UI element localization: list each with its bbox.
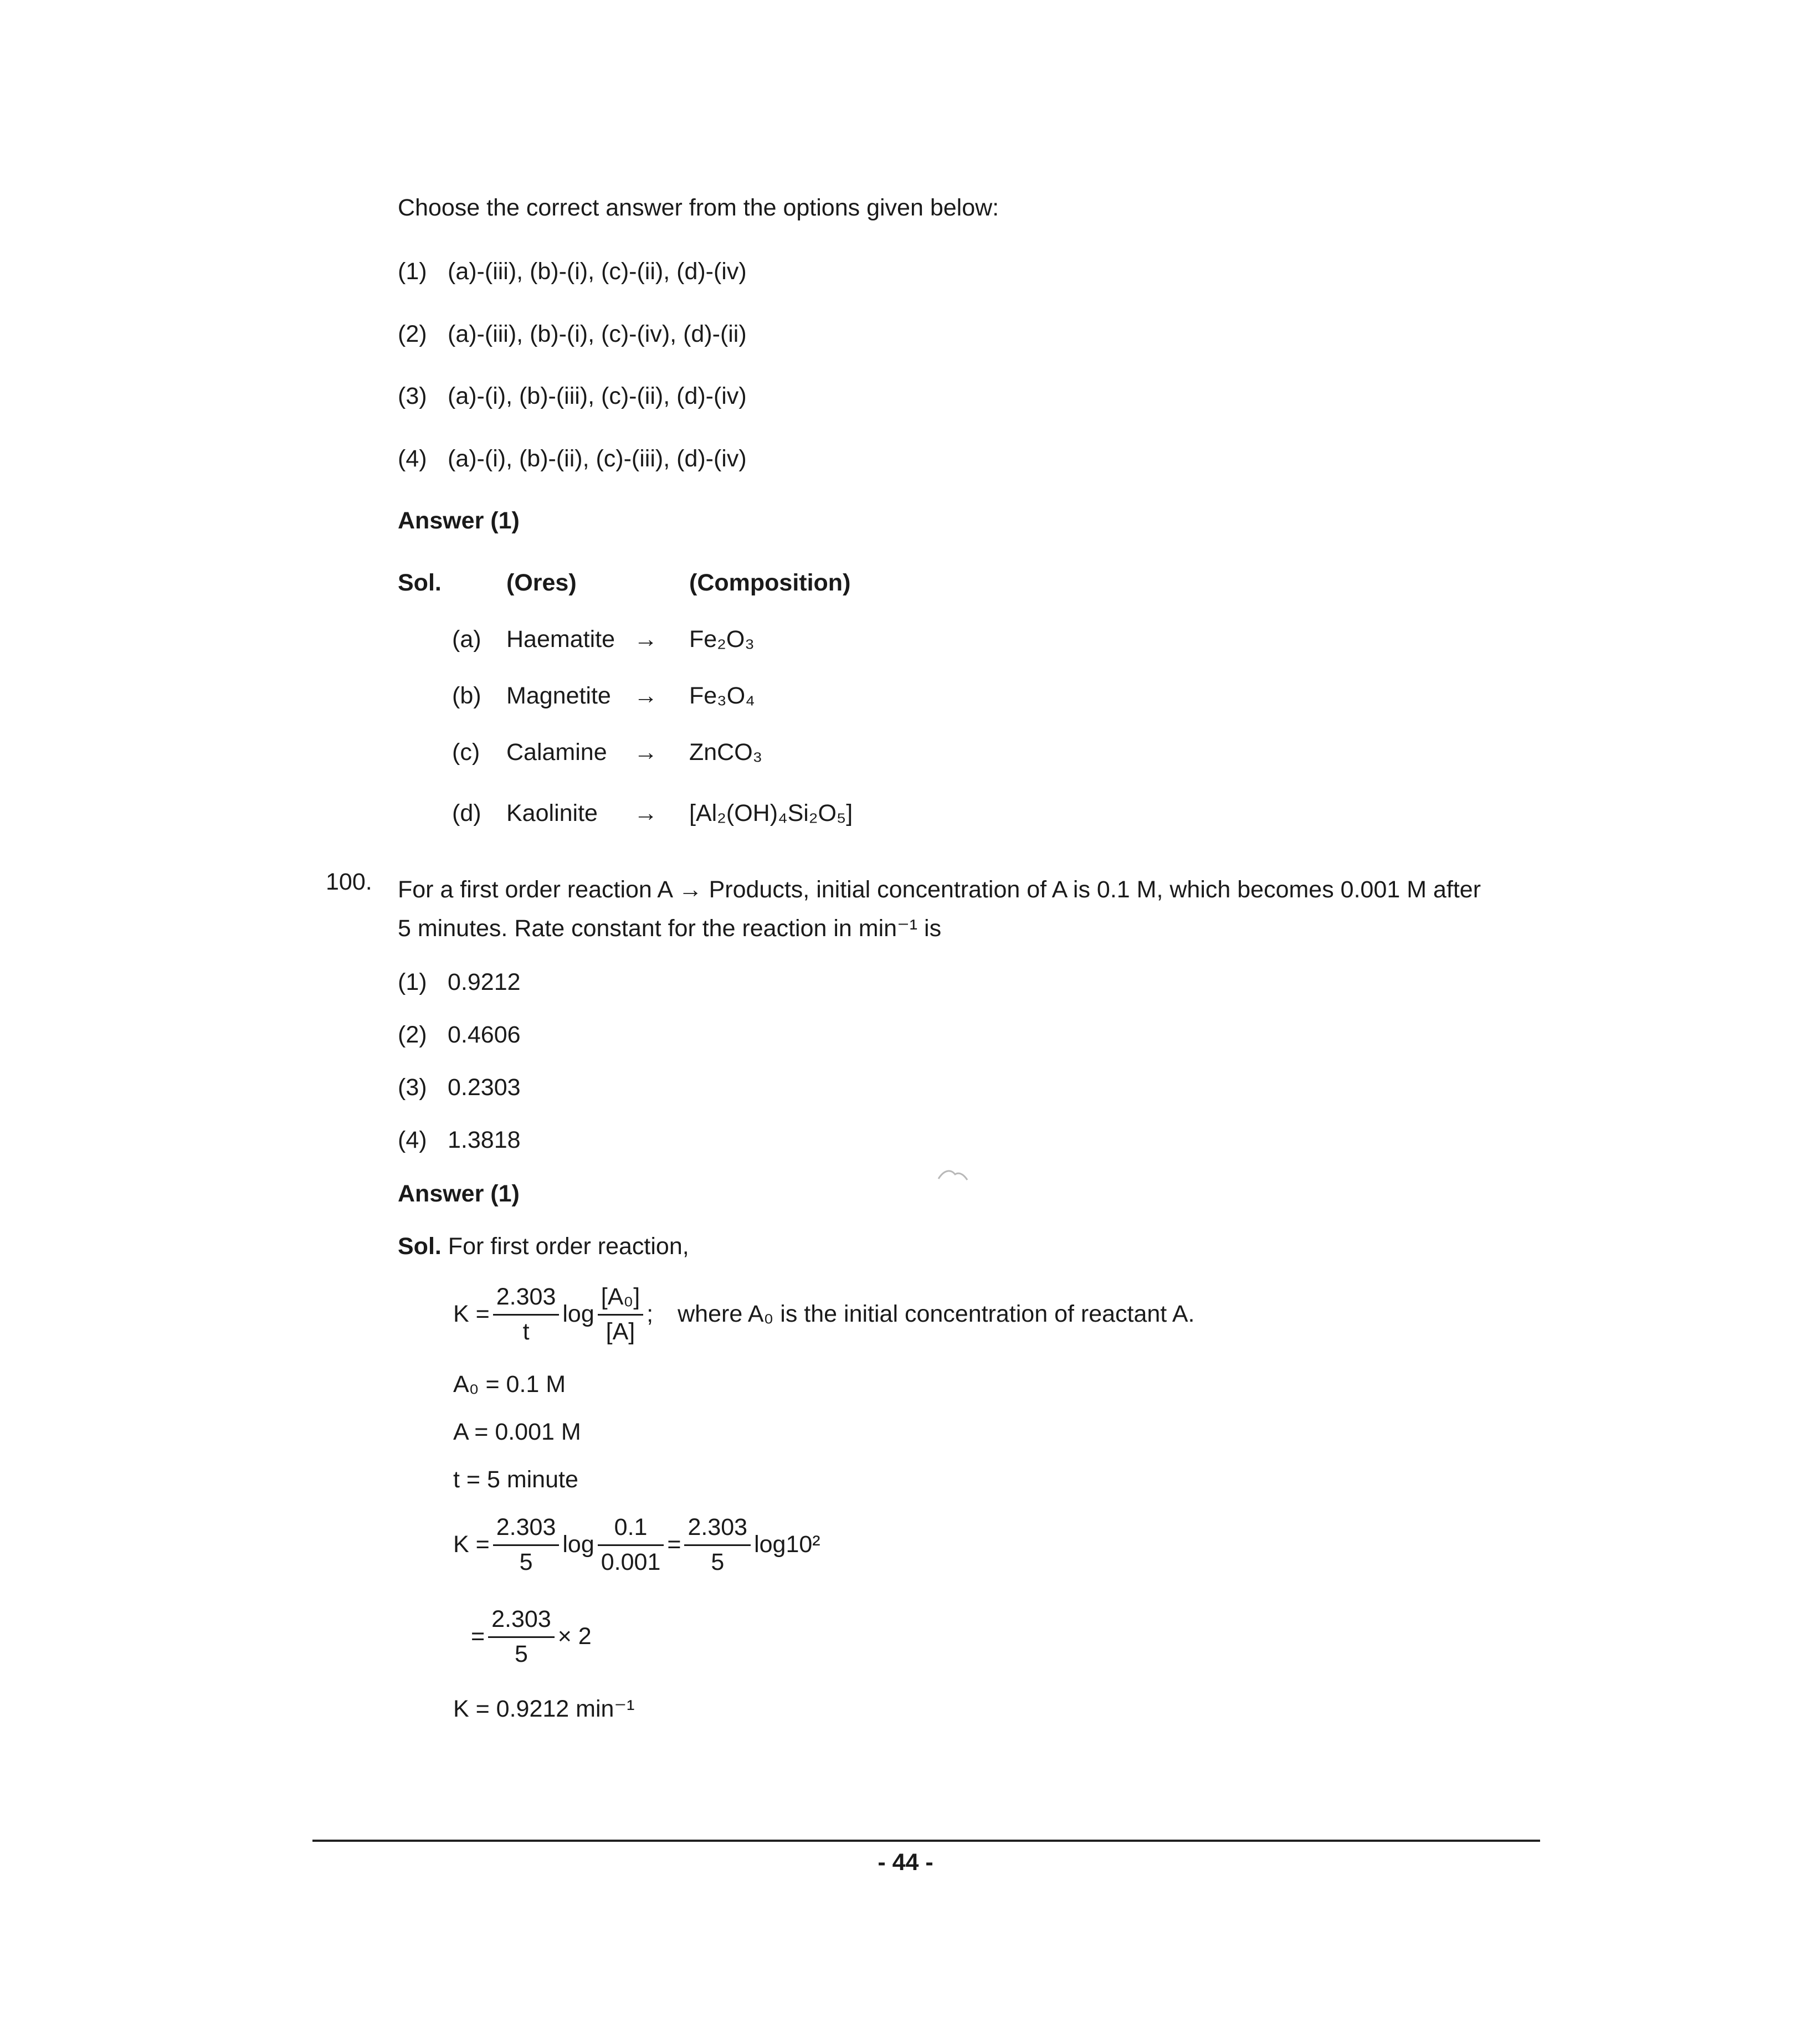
fraction-numerator: 0.1	[598, 1513, 664, 1546]
option-number: (1)	[398, 258, 427, 285]
q99-instruction: Choose the correct answer from the options given below:	[398, 194, 999, 221]
fraction	[598, 1513, 664, 1576]
q100-option-4[interactable]	[398, 1126, 521, 1155]
formula-lhs: K =	[453, 1301, 490, 1328]
composition-column-header: (Composition)	[689, 569, 851, 596]
calculation-line-2	[471, 1605, 592, 1668]
multiply-text: × 2	[557, 1623, 592, 1650]
option-number: (3)	[398, 1074, 427, 1101]
option-number: (1)	[398, 969, 427, 995]
fraction-numerator: 2.303	[488, 1605, 555, 1638]
q100-answer: Answer (1)	[398, 1180, 520, 1207]
calculation-line	[453, 1513, 820, 1576]
fraction-denominator: 0.001	[601, 1548, 661, 1575]
fraction-numerator: 2.303	[493, 1283, 560, 1316]
formula-note: where A₀ is the initial concentration of reactant A.	[678, 1301, 1195, 1328]
option-text: 0.9212	[448, 969, 521, 995]
ore-formula: [Al₂(OH)₄Si₂O₅]	[689, 800, 853, 826]
fraction	[684, 1513, 751, 1576]
option-text: (a)-(i), (b)-(ii), (c)-(iii), (d)-(iv)	[448, 445, 747, 472]
ore-letter: (b)	[452, 682, 481, 709]
q100-option-3[interactable]	[398, 1074, 521, 1102]
q100-text-line2: 5 minutes. Rate constant for the reaction in min⁻¹ is	[398, 915, 942, 942]
fraction-numerator: [A₀]	[598, 1283, 643, 1316]
option-number: (4)	[398, 1127, 427, 1153]
fraction-denominator: 5	[711, 1548, 725, 1575]
ore-formula: Fe₃O₄	[689, 682, 755, 709]
fraction-numerator: 2.303	[493, 1513, 560, 1546]
q99-option-2[interactable]	[398, 320, 747, 349]
ore-letter: (c)	[452, 739, 480, 766]
fraction-denominator: t	[522, 1318, 530, 1345]
q99-sol-label: Sol.	[398, 569, 442, 596]
fraction-denominator: [A]	[606, 1318, 635, 1345]
option-number: (2)	[398, 321, 427, 347]
given-a0: A₀ = 0.1 M	[453, 1371, 566, 1398]
q99-option-1[interactable]	[398, 258, 747, 286]
ore-name: Magnetite	[506, 682, 611, 709]
arrow-icon: →	[634, 682, 658, 709]
q99-option-3[interactable]	[398, 382, 747, 411]
option-text: 1.3818	[448, 1127, 521, 1153]
fraction	[488, 1605, 555, 1668]
sol-label: Sol.	[398, 1233, 442, 1260]
q99-answer: Answer (1)	[398, 507, 520, 534]
option-number: (4)	[398, 445, 427, 472]
arrow-icon: →	[634, 739, 658, 766]
option-text: (a)-(iii), (b)-(i), (c)-(iv), (d)-(ii)	[448, 321, 747, 347]
fraction	[493, 1283, 560, 1346]
formula-semicolon: ;	[647, 1301, 654, 1328]
q100-text-line1: For a first order reaction A → Products, initial concentration of A is 0.1 M, which becomes 0.001 M after	[398, 876, 1481, 903]
given-t: t = 5 minute	[453, 1466, 578, 1493]
q99-option-4[interactable]	[398, 445, 747, 474]
rate-formula	[453, 1283, 1194, 1346]
equals-sign: =	[667, 1531, 681, 1558]
ore-letter: (a)	[452, 626, 481, 653]
option-text: 0.4606	[448, 1021, 521, 1048]
option-text: 0.2303	[448, 1074, 521, 1101]
fraction-denominator: 5	[514, 1640, 528, 1667]
option-number: (2)	[398, 1021, 427, 1048]
q100-option-2[interactable]	[398, 1021, 521, 1050]
given-a: A = 0.001 M	[453, 1419, 581, 1445]
log-text: log	[562, 1301, 594, 1328]
option-text: (a)-(i), (b)-(iii), (c)-(ii), (d)-(iv)	[448, 383, 747, 409]
ores-column-header: (Ores)	[506, 569, 577, 596]
final-result: K = 0.9212 min⁻¹	[453, 1696, 635, 1722]
option-text: (a)-(iii), (b)-(i), (c)-(ii), (d)-(iv)	[448, 258, 747, 285]
ore-name: Kaolinite	[506, 800, 598, 826]
fraction-denominator: 5	[519, 1548, 533, 1575]
fraction	[493, 1513, 560, 1576]
ore-name: Haematite	[506, 626, 615, 653]
equals-sign: =	[471, 1623, 485, 1650]
log-text: log	[562, 1531, 594, 1558]
option-number: (3)	[398, 383, 427, 409]
q100-number: 100.	[326, 869, 372, 895]
arrow-icon: →	[634, 800, 658, 826]
ore-formula: Fe₂O₃	[689, 626, 755, 653]
log-power-text: log10²	[754, 1531, 820, 1558]
stray-mark-icon	[936, 1167, 969, 1183]
fraction-numerator: 2.303	[684, 1513, 751, 1546]
calc-lhs: K =	[453, 1531, 490, 1558]
arrow-icon: →	[634, 626, 658, 653]
ore-letter: (d)	[452, 800, 481, 826]
sol-intro-text: For first order reaction,	[448, 1233, 689, 1260]
q100-option-1[interactable]	[398, 968, 521, 997]
q100-solution-intro	[398, 1232, 689, 1261]
fraction	[598, 1283, 643, 1346]
ore-formula: ZnCO₃	[689, 739, 763, 766]
ore-name: Calamine	[506, 739, 607, 766]
page-number: - 44 -	[878, 1849, 933, 1876]
footer-divider	[312, 1840, 1540, 1842]
